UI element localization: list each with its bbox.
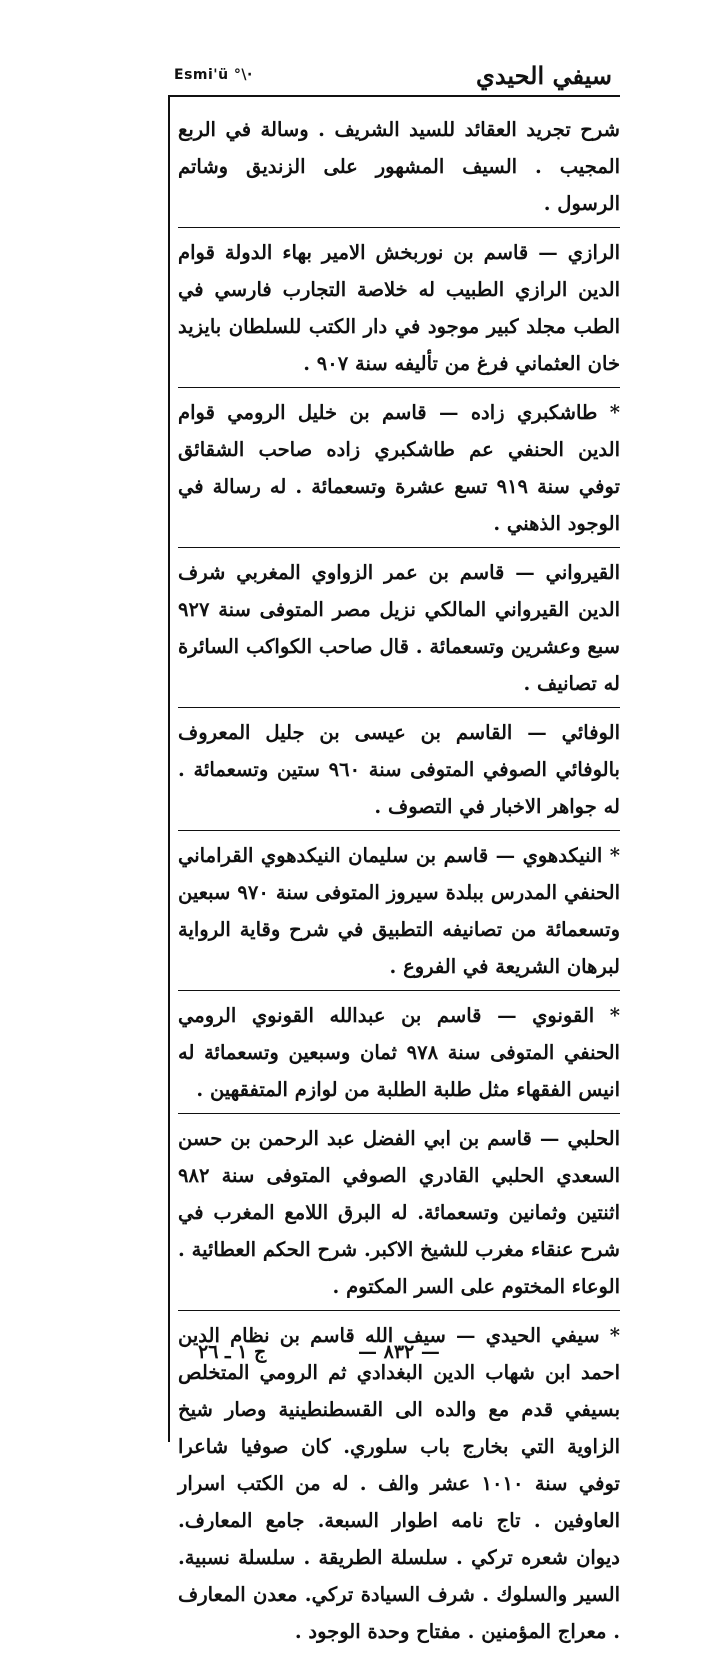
entry: شرح تجريد العقائد للسيد الشريف . وسالة في الربع المجيب . السيف المشهور على الزنديق وشاتم الرسول . <box>178 111 620 228</box>
entry: الوفائي — القاسم بن عيسى بن جليل المعروف بالوفائي الصوفي المتوفى سنة ٩٦٠ ستين وتسعمائة . له جواهر الاخبار في التصوف . <box>178 714 620 831</box>
margin-rule <box>168 97 170 1442</box>
entry: * سيفي الحيدي — سيف الله قاسم بن نظام الدين احمد ابن شهاب الدين البغدادي ثم الرومي المتخلص بسيفي قدم مع والده الى القسطنطينية وصار شيخ الزاوية التي بخارج باب سلوري. كان صوفيا شاعرا توفي سنة ١٠١٠ عشر والف . له من الكتب اسرار العاوفين . تاج نامه اطوار السبعة. جامع المعارف. ديوان شعره تركي . سلسلة الطريقة . سلسلة نسبية. السير والسلوك . شرف السيادة تركي. معدن المعارف . معراج المؤمنين . مفتاح وحدة الوجود . <box>178 1324 620 1643</box>
page-footer <box>178 1337 620 1377</box>
page-number: — ٨٣٢ — <box>358 1341 440 1363</box>
entry: القيرواني — قاسم بن عمر الزواوي المغربي شرف الدين القيرواني المالكي نزيل مصر المتوفى سنة ٩٢٧ سبع وعشرين وتسعمائة . قال صاحب الكواكب السائرة له تصانيف . <box>178 554 620 708</box>
entry: * طاشكبري زاده — قاسم بن خليل الرومي قوام الدين الحنفي عم طاشكبري زاده صاحب الشقائق توفي سنة ٩١٩ تسع عشرة وتسعمائة . له رسالة في الوجود الذهني . <box>178 394 620 548</box>
entry: الحلبي — قاسم بن ابي الفضل عبد الرحمن بن حسن السعدي الحلبي القادري الصوفي المتوفى سنة ٩٨٢ اثنتين وثمانين وتسعمائة. له البرق اللامع المغرب في شرح عنقاء مغرب للشيخ الاكبر. شرح الحكم العطائية . الوعاء المختوم على السر المكتوم . <box>178 1120 620 1311</box>
entries-column <box>178 111 620 1661</box>
page-header <box>168 55 620 97</box>
page <box>150 55 630 1643</box>
signature-mark: ج ١ ـ ٢٦ <box>198 1341 267 1363</box>
page-code: Esmi'ü °\· <box>174 67 253 83</box>
entry: الرازي — قاسم بن نوربخش الامير بهاء الدولة قوام الدين الرازي الطبيب له خلاصة التجارب فارسي في الطب مجلد كبير موجود في دار الكتب للسلطان بايزيد خان العثماني فرغ من تأليفه سنة ٩٠٧ . <box>178 234 620 388</box>
entry: * النيكدهوي — قاسم بن سليمان النيكدهوي القراماني الحنفي المدرس ببلدة سيروز المتوفى سنة ٩٧٠ سبعين وتسعمائة من تصانيفه التطبيق في شرح وقاية الرواية لبرهان الشريعة في الفروع . <box>178 837 620 991</box>
entry: * القونوي — قاسم بن عبدالله القونوي الرومي الحنفي المتوفى سنة ٩٧٨ ثمان وسبعين وتسعمائة له انيس الفقهاء مثل طلبة الطلبة من لوازم المتفقهين . <box>178 997 620 1114</box>
running-title: سيفي الحيدي <box>476 61 612 90</box>
